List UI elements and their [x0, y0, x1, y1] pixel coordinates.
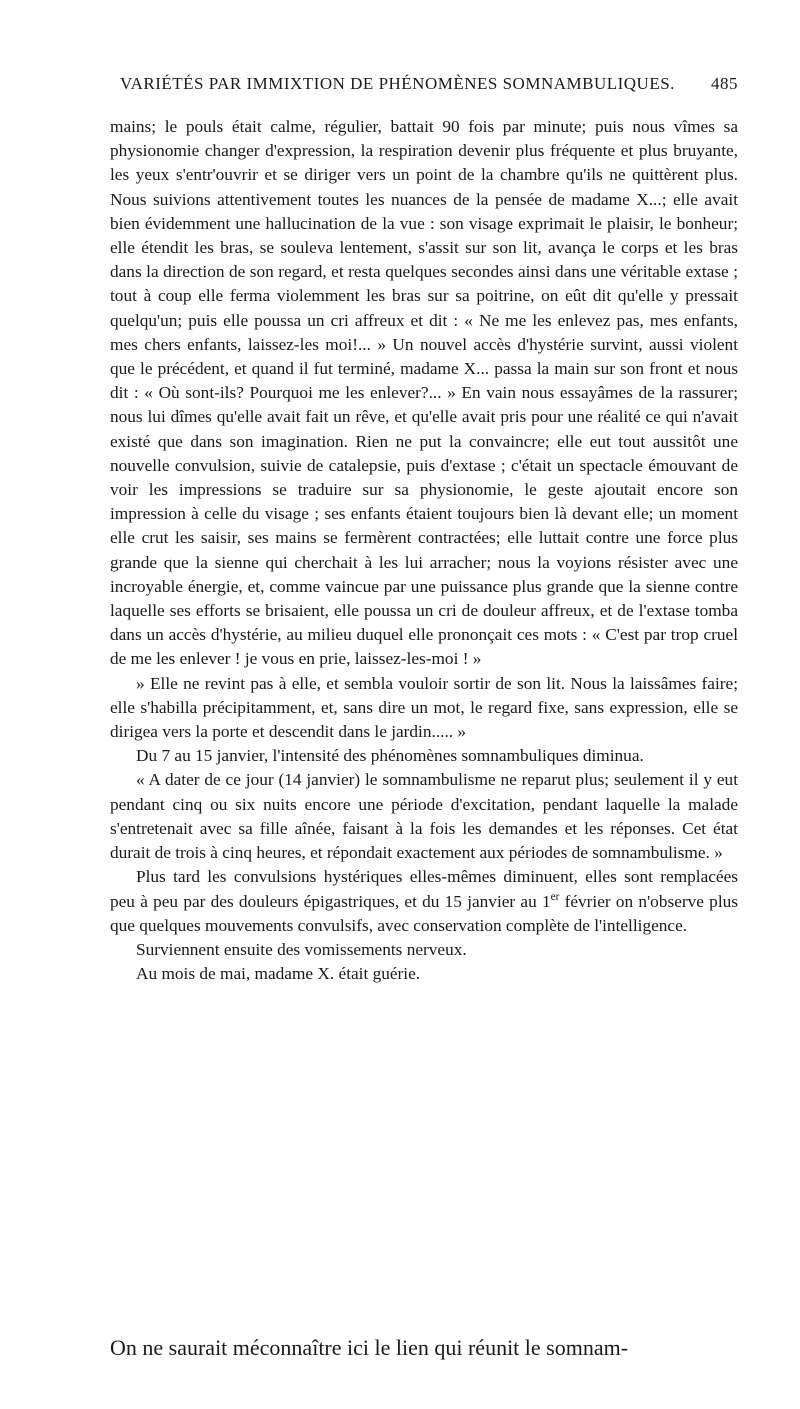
paragraph-3: Du 7 au 15 janvier, l'intensité des phénomènes somnambuliques diminua. [136, 746, 644, 766]
paragraph-2: » Elle ne revint pas à elle, et sembla vouloir sortir de son lit. Nous la laissâmes faire; elle s'habilla précipitamment, et, sans dire un mot, le regard fixe, sans expression, elle se dirigea vers la porte et descendit dans le jardin..... » [110, 673, 738, 742]
ordinal-superscript: er [550, 890, 560, 903]
paragraph-5-text: Plus tard les convulsions hystériques elles-mêmes diminuent, elles sont remplacées peu à peu par des douleurs épigastriques, et du 15 janvier au [110, 867, 738, 911]
paragraph-1: mains; le pouls était calme, régulier, battait 90 fois par minute; puis nous vîmes sa physionomie changer d'expression, la respiration devenir plus fréquente et plus bruyante, les yeux s'entr'ouvrir et se diriger vers un point de la chambre qu'ils ne quittèrent plus. Nous suivions attentivement toutes les nuances de la pensée de madame X...; elle avait bien évidemment une hallucination de la vue : son visage exprimait le plaisir, le bonheur; elle étendit les bras, se souleva lentement, s'assit sur son lit, avança le corps et les bras dans la direction de son regard, et resta quelques secondes ainsi dans une véritable extase ; tout à coup elle ferma violemment les bras sur sa poitrine, on eût dit qu'elle y pressait quelqu'un; puis elle poussa un cri affreux et dit : « Ne me les enlevez pas, mes enfants, mes chers enfants, laissez-les moi!... » Un nouvel accès d'hystérie survint, aussi violent que le précédent, et quand il fut terminé, madame X... passa la main sur son front et nous dit : « Où sont-ils? Pourquoi me les enlever?... » En vain nous essayâmes de la rassurer; nous lui dîmes qu'elle avait fait un rêve, et qu'elle avait pris pour une réalité ce qui n'avait existé que dans son imagination. Rien ne put la convaincre; elle eut tout aussitôt une nouvelle convulsion, suivie de catalepsie, puis d'extase ; c'était un spectacle émouvant de voir les impressions se traduire sur sa physionomie, le geste ajoutait encore son impression à celle du visage ; ses enfants étaient toujours bien là devant elle; un moment elle crut les saisir, ses mains se fermèrent contractées; elle luttait contre une force plus grande que la sienne qui cherchait à les lui arracher; nous la voyions résister avec une incroyable énergie, et, comme vaincue par une puissance plus grande que la sienne contre laquelle ses efforts se brisaient, elle poussa un cri de douleur affreux, et de l'extase tomba dans un accès d'hystérie, au milieu duquel elle prononçait ces mots : « C'est par trop cruel de me les enlever ! je vous en prie, laissez-les-moi ! » [110, 117, 738, 669]
page-number: 485 [711, 74, 738, 93]
date-prefix: 1 [541, 891, 551, 911]
paragraph-5 [110, 865, 738, 938]
body-text [110, 115, 738, 986]
running-head [110, 74, 738, 98]
closing-line: On ne saurait méconnaître ici le lien qui réunit le somnam- [110, 1335, 629, 1360]
paragraph-4: « A dater de ce jour (14 janvier) le somnambulisme ne reparut plus; seulement il y eut pendant cinq ou six nuits encore une période d'excitation, pendant laquelle la malade s'entretenait avec sa fille aînée, faisant à la fois les demandes et les réponses. Cet état durait de trois à cinq heures, et répondait exactement aux périodes de somnambulisme. » [110, 770, 738, 863]
paragraph-5-continuation: février on n'observe plus que quelques mouvements convulsifs, avec conservation complète de l'intelligence. [110, 891, 738, 935]
running-title: VARIÉTÉS PAR IMMIXTION DE PHÉNOMÈNES SOMNAMBULIQUES. [120, 74, 675, 93]
paragraph-6: Surviennent ensuite des vomissements nerveux. [136, 939, 467, 959]
paragraph-7: Au mois de mai, madame X. était guérie. [136, 964, 421, 984]
